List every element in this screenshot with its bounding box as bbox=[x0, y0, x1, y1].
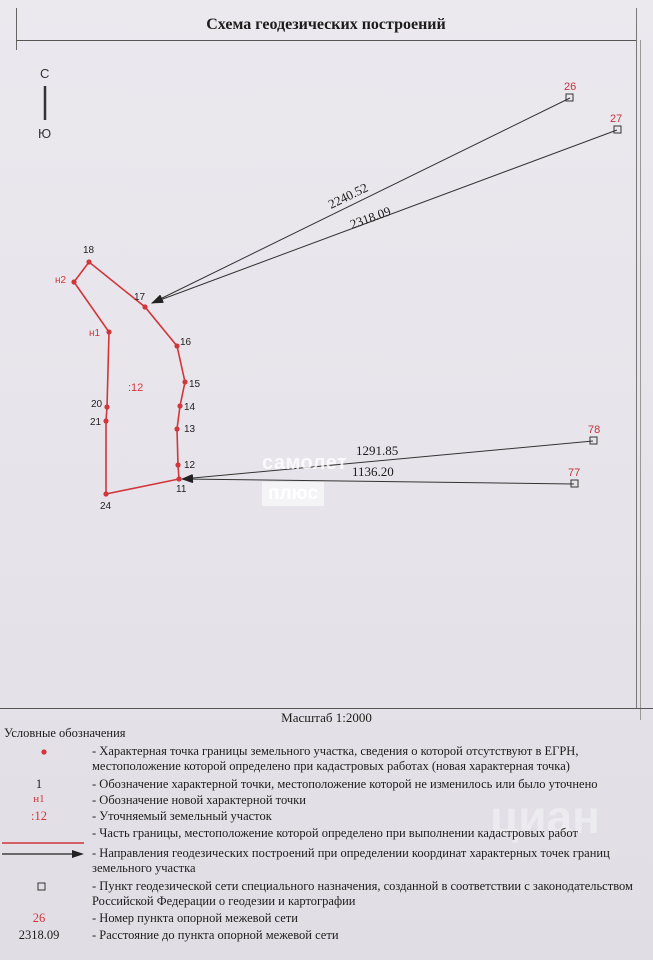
red-line-icon bbox=[0, 834, 90, 849]
point-label: 11 bbox=[176, 484, 187, 495]
legend-symbol: 26 bbox=[32, 911, 46, 925]
scale-label: Масштаб 1:2000 bbox=[0, 708, 653, 725]
legend-text: - Номер пункта опорной межевой сети bbox=[92, 911, 298, 925]
legend-title: Условные обозначения bbox=[4, 726, 126, 740]
legend-text: - Уточняемый земельный участок bbox=[92, 809, 272, 823]
point-label: 14 bbox=[184, 402, 196, 413]
survey-line-26-17 bbox=[152, 98, 570, 303]
page-title: Схема геодезических построений bbox=[16, 8, 636, 41]
legend-text: - Направления геодезических построений при определении координат характерных точек границ земельного участка bbox=[92, 846, 610, 875]
parcel-boundary-left bbox=[74, 282, 179, 494]
legend-symbol: 2318.09 bbox=[18, 928, 60, 942]
point-label: 17 bbox=[134, 292, 146, 303]
survey-line-77-11 bbox=[182, 479, 574, 484]
parcel-label: :12 bbox=[128, 382, 144, 394]
distance-label: 1291.85 bbox=[356, 443, 399, 458]
point-label: 16 bbox=[180, 337, 192, 348]
point-label-new: н2 bbox=[55, 275, 67, 286]
station-label: 27 bbox=[610, 113, 623, 125]
point-label: 24 bbox=[100, 501, 112, 512]
point-label: 18 bbox=[83, 245, 95, 256]
legend-text: - Обозначение новой характерной точки bbox=[92, 793, 306, 807]
distance-label: 2240.52 bbox=[325, 179, 371, 212]
station-label: 26 bbox=[564, 81, 577, 93]
point-label: 12 bbox=[184, 460, 196, 471]
legend-text: - Обозначение характерной точки, местоположение которой не изменилось или было уточнено bbox=[92, 777, 598, 791]
station-label: 77 bbox=[568, 467, 581, 479]
legend-symbol: :12 bbox=[31, 809, 47, 823]
station-square-icon bbox=[0, 881, 90, 896]
arrow-icon bbox=[0, 848, 90, 863]
point-label: 15 bbox=[189, 379, 201, 390]
legend-text: - Расстояние до пункта опорной межевой сети bbox=[92, 928, 339, 942]
legend-text: - Пункт геодезической сети специального назначения, созданной в соответствии с законодательством Российской Федерации о геодезии и картографии bbox=[92, 879, 633, 908]
point-label: 20 bbox=[91, 399, 103, 410]
distance-label: 2318.09 bbox=[347, 203, 393, 232]
legend-text: - Характерная точка границы земельного участка, сведения о которой отсутствуют в ЕГРН, местоположение которой определено при кадастровых работах (новая характерная точка) bbox=[92, 744, 579, 773]
point-label: 13 bbox=[184, 424, 196, 435]
south-label: Ю bbox=[38, 126, 52, 141]
watermark-text: самолет bbox=[262, 452, 348, 474]
watermark-badge: плюс bbox=[262, 482, 324, 506]
point-label-new: н1 bbox=[89, 328, 101, 339]
red-dot-icon bbox=[0, 746, 90, 762]
station-square-icon bbox=[614, 126, 621, 133]
station-label: 78 bbox=[588, 424, 601, 436]
distance-label: 1136.20 bbox=[352, 464, 394, 479]
point-label: 21 bbox=[90, 417, 102, 428]
legend-symbol: н1 bbox=[33, 793, 45, 805]
north-label: С bbox=[40, 66, 50, 81]
station-square-icon bbox=[590, 437, 597, 444]
legend-symbol: 1 bbox=[35, 777, 43, 791]
watermark-logo: циан bbox=[490, 791, 600, 843]
legend-text: - Часть границы, местоположение которой определено при выполнении кадастровых работ bbox=[92, 826, 578, 840]
